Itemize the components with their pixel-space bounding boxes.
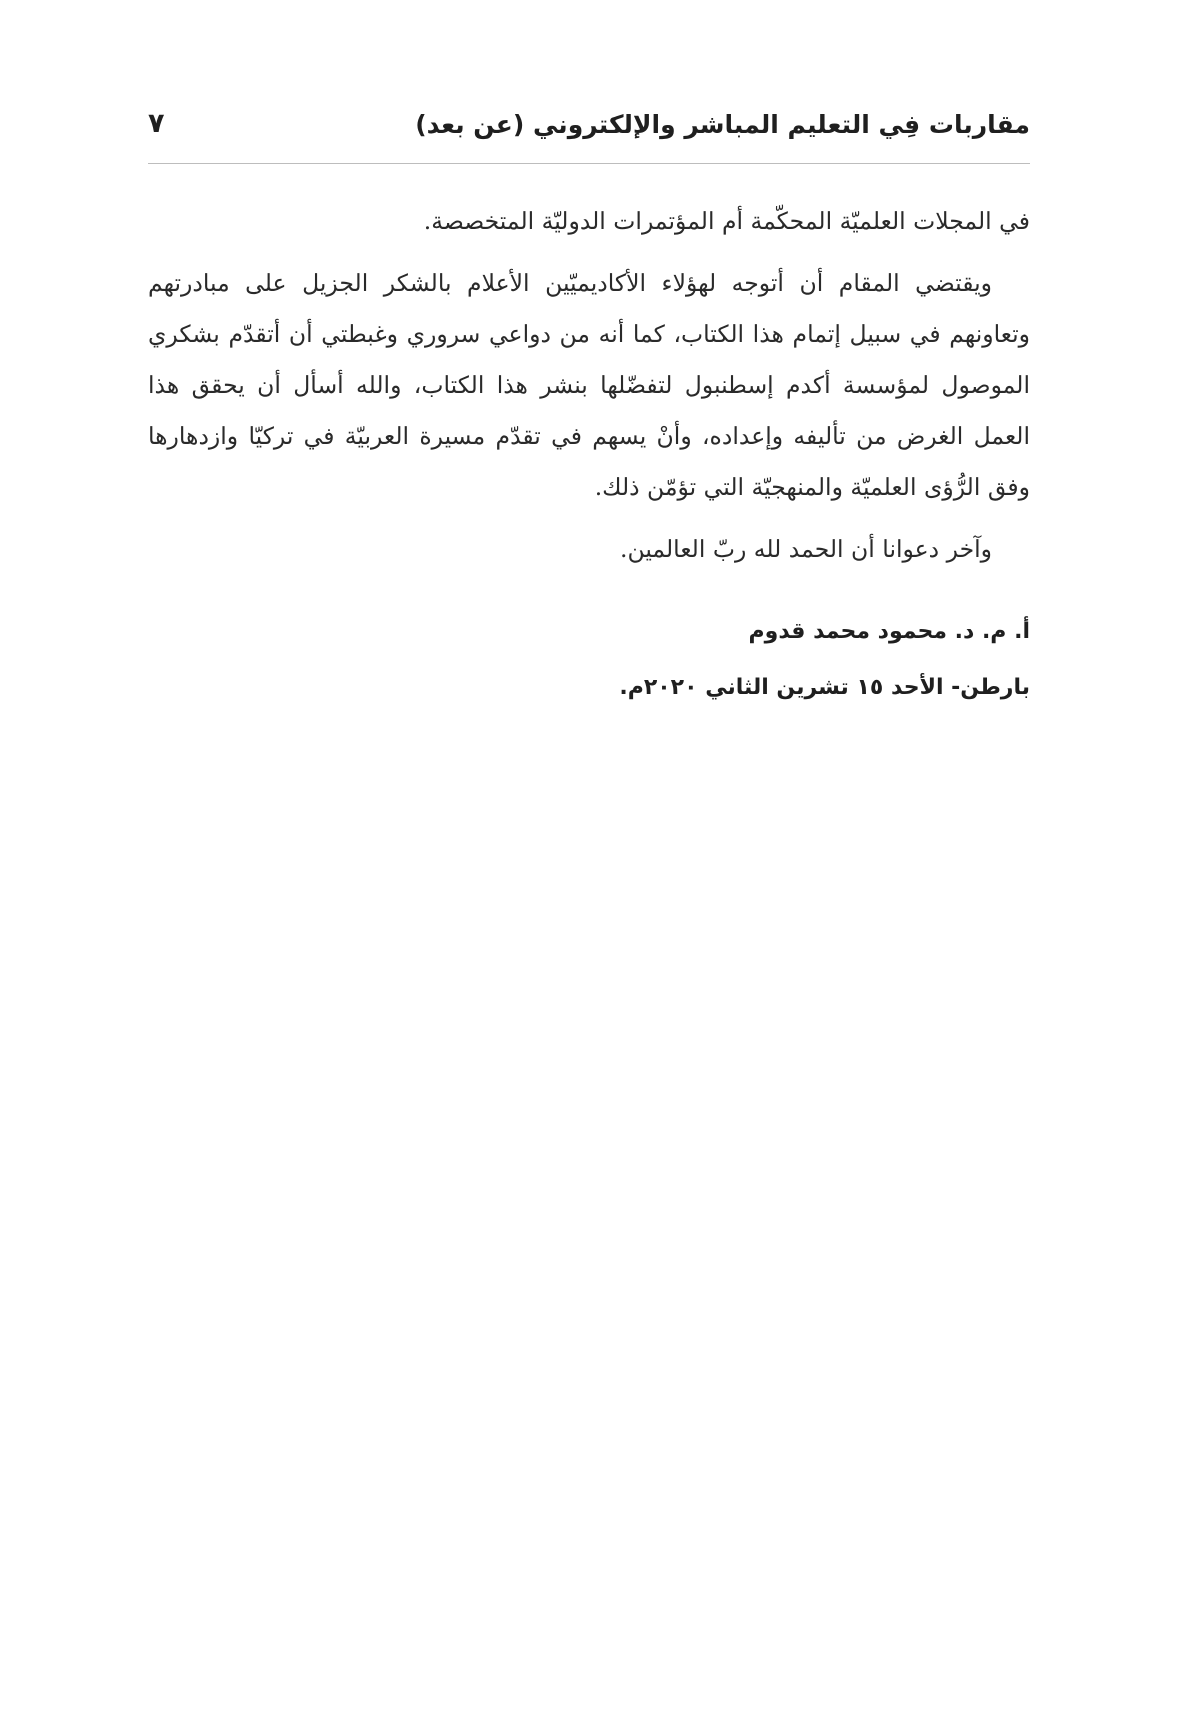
signature-block [148, 604, 1030, 716]
running-header [148, 106, 1030, 154]
paragraph-continuation: في المجلات العلميّة المحكّمة أم المؤتمرات الدوليّة المتخصصة. [423, 207, 1030, 235]
page-number: ٧ [148, 108, 165, 139]
author-name: أ. م. د. محمود محمد قدوم [748, 619, 1030, 644]
place-date: بارطن- الأحد ١٥ تشرين الثاني ٢٠٢٠م. [619, 675, 1030, 700]
paragraph-closing-prayer: وآخر دعوانا أن الحمد لله ربّ العالمين. [619, 535, 992, 563]
body-text [148, 196, 1030, 586]
running-header-title: مقاربات فِي التعليم المباشر والإلكتروني (عن بعد) [415, 110, 1030, 139]
header-divider [148, 163, 1030, 164]
paragraph-acknowledgement: ويقتضي المقام أن أتوجه لهؤلاء الأكاديميّين الأعلام بالشكر الجزيل على مبادرتهم وتعاونهم في سبيل إتمام هذا الكتاب، كما أنه من دواعي سروري وغبطتي أن أتقدّم بشكري الموصول لمؤسسة أكدم إسطنبول لتفضّلها بنشر هذا الكتاب، والله أسأل أن يحقق هذا العمل الغرض من تأليفه وإعداده، وأنْ يسهم في تقدّم مسيرة العربيّة في تركيّا وازدهارها وفق الرُّؤى العلميّة والمنهجيّة التي تؤمّن ذلك. [148, 269, 1030, 501]
